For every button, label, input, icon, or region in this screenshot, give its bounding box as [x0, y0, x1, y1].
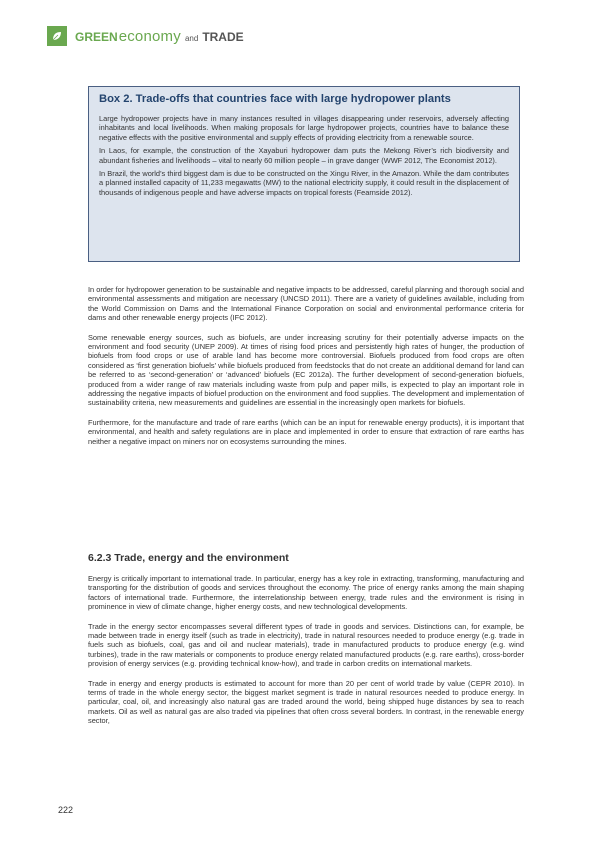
body-paragraph-5: Trade in the energy sector encompasses several different types of trade in goods and services. Distinctions can, for example, be made between trade in energy itself (such as trade in electricity), trade in natural resources needed to produce energy (e.g. trade in fuels such as biofuels, coal, gas and oil and nuclear materials), trade in manufactured products to produce energy (e.g. wind turbines), trade in the raw materials or components to produce energy related manufactured products (e.g. rare earths), cross-border provision of energy services (e.g. providing technical know-how), and trade in carbon credits on international markets.: [88, 621, 524, 669]
body-paragraph-3: Furthermore, for the manufacture and trade of rare earths (which can be an input for renewable energy products), it is important that environmental, and health and safety regulations are in place and implemented in order to ensure that extraction of rare earths has neither a negative impact on miners nor on ecosystems surrounding the mines.: [88, 417, 524, 446]
page-number: 222: [58, 805, 74, 815]
box-title: Box 2. Trade-offs that countries face with large hydropower plants: [99, 93, 451, 105]
body-text-top: [88, 285, 524, 456]
body-text-bottom: [88, 574, 524, 736]
brand-and: and: [184, 33, 199, 43]
brand-trade: TRADE: [202, 29, 244, 44]
leaf-icon: [50, 29, 64, 43]
body-paragraph-1: In order for hydropower generation to be sustainable and negative impacts to be addressed, careful planning and thorough social and environmental assessments and mitigation are necessary (UNCSD 2011). There are a variety of guidelines available, including from the World Commission on Dams and the International Finance Corporation on social and environmental performance criteria for dams and other renewable energy projects (IFC 2012).: [88, 285, 524, 323]
publication-brand: [75, 28, 244, 45]
body-paragraph-6: Trade in energy and energy products is estimated to account for more than 20 per cent of world trade by value (CEPR 2010). In terms of trade in the whole energy sector, the biggest market segment is trade in natural resources needed to produce energy. In particular, coal, oil, and increasingly also natural gas are traded around the world, being shipped huge distances by sea to reach markets. Oil as well as natural gas are also traded via pipelines that often cross several borders. In contrast, in the renewable energy sector,: [88, 678, 524, 726]
section-heading: 6.2.3 Trade, energy and the environment: [88, 552, 289, 564]
box-2-tradeoffs: [88, 86, 520, 262]
body-paragraph-2: Some renewable energy sources, such as biofuels, are under increasing scrutiny for their potentially adverse impacts on the environment and food security (UNEP 2009). At times of rising food prices and persistently high rates of hunger, the production of biofuels from food crops or use of arable land has become more controversial. Biofuels produced from food crops are often considered as ‘first generation biofuels’ while biofuels produced from feedstocks that do not create an additional demand for land can be referred to as ‘second-generation’ or ‘advanced’ biofuels (EC 2012a). The further development of second-generation biofuels, produced from a wider range of raw materials including waste from pulp and paper mills, is expected to play an important role in addressing the negative impacts of biofuel production on the environment and food supplies. The development and implementation of sustainability criteria, new measurements and guidelines are essential in the increasingly open markets for biofuels.: [88, 332, 524, 408]
box-paragraph-1: Large hydropower projects have in many instances resulted in villages disappearing under reservoirs, adversely affecting inhabitants and local livelihoods. When making proposals for large hydropower projects, countries have to balance these negative effects with the positive environmental and supply effects of providing electricity from a renewable source.: [99, 114, 509, 142]
brand-economy: economy: [118, 27, 181, 45]
logo-mark: [47, 26, 67, 46]
box-paragraph-2: In Laos, for example, the construction of the Xayaburi hydropower dam puts the Mekong River’s rich biodiversity and abundant fisheries and livelihoods – vital to nearly 60 million people – in grave danger (WWF 2012, The Economist 2012).: [99, 146, 509, 165]
body-paragraph-4: Energy is critically important to international trade. In particular, energy has a key role in extracting, transforming, manufacturing and transporting for the distribution of goods and services throughout the economy. The price of energy ranks among the main shaping factors of international trade. Furthermore, the interrelationship between energy, trade rules and the environment is rising in prominence in view of climate change, higher energy costs, and new technological developments.: [88, 574, 524, 612]
box-paragraph-3: In Brazil, the world’s third biggest dam is due to be constructed on the Xingu River, in the Amazon. While the dam contributes a planned installed capacity of 11,233 megawatts (MW) to the national electricity supply, it could result in the displacement of thousands of indigenous people and have adverse impacts on tropical forests (Fearnside 2012).: [99, 169, 509, 197]
page-header: [47, 25, 244, 47]
brand-green: GREEN: [75, 29, 118, 44]
